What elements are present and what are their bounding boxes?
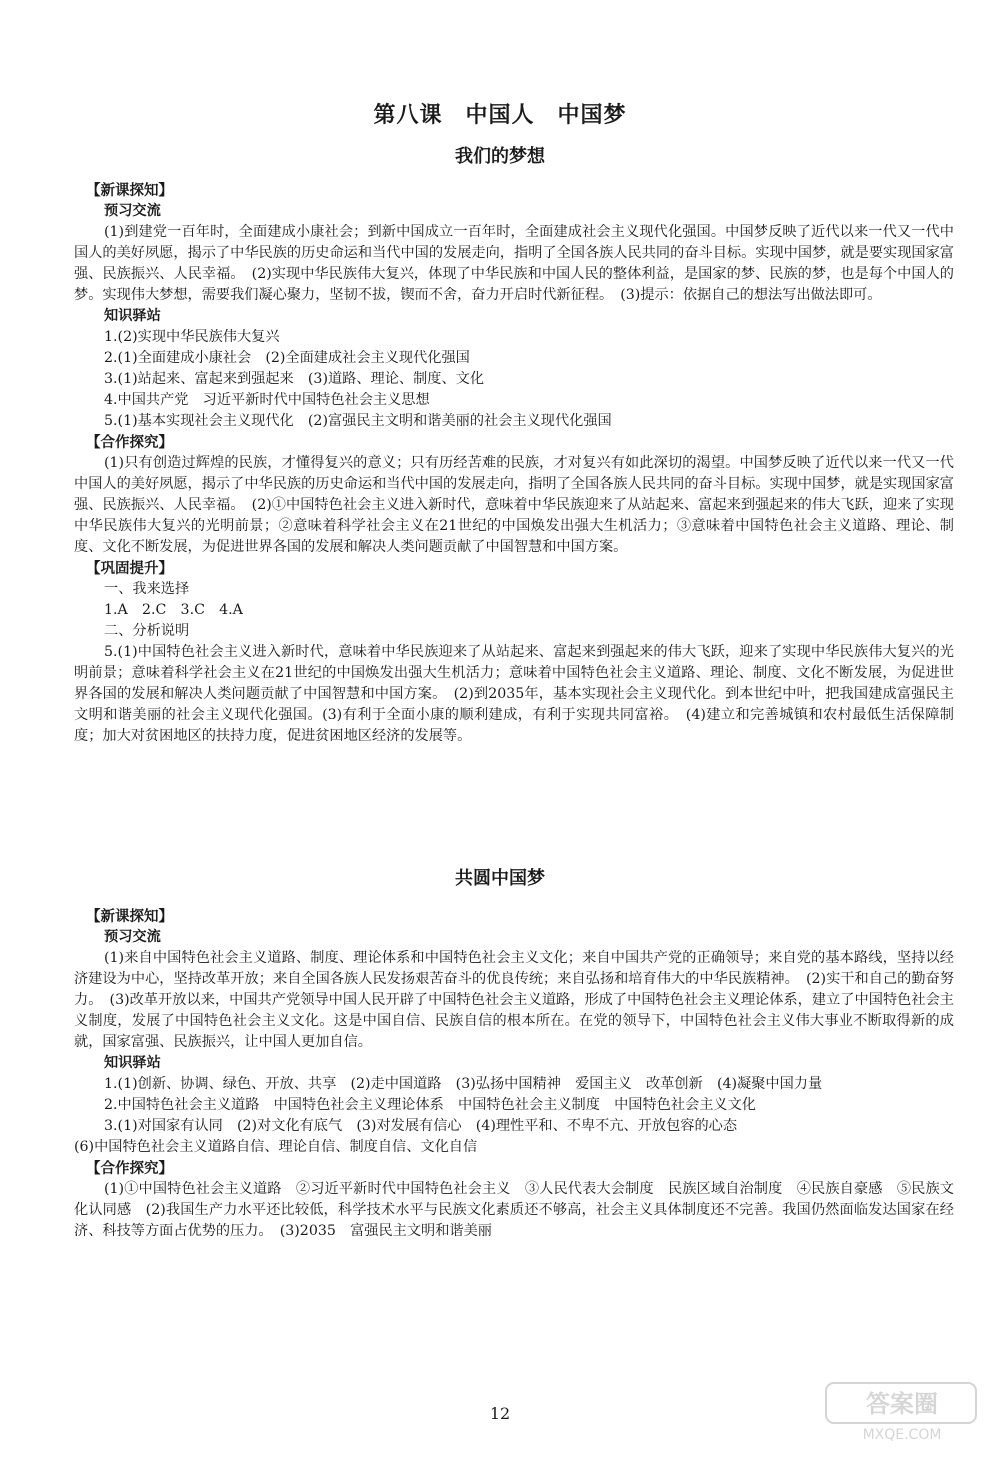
knowledge-line: 4.中国共产党 习近平新时代中国特色社会主义思想 bbox=[104, 392, 430, 408]
knowledge-line: 1.(2)实现中华民族伟大复兴 bbox=[104, 329, 280, 345]
preview-heading: 预习交流 bbox=[104, 203, 161, 219]
new-lesson-heading: 【新课探知】 bbox=[86, 182, 173, 199]
section-title-our-dream: 我们的梦想 bbox=[455, 146, 545, 167]
knowledge-line: 2.(1)全面建成小康社会 (2)全面建成社会主义现代化强国 bbox=[104, 350, 470, 366]
knowledge-heading: 知识驿站 bbox=[104, 308, 161, 324]
svg-text:答案圈: 答案圈 bbox=[866, 1390, 938, 1418]
preview-text: (1)来自中国特色社会主义道路、制度、理论体系和中国特色社会主义文化；来自中国共产党的正确领导；来自党的基本路线，坚持以经济建设为中心，坚持改革开放；来自全国各族人民发扬艰苦奋斗的优良传统；来自弘扬和培育伟大的中华民族精神。 (2)实干和自己的勤奋努力。 (3)改革开放以来，中国共产党领导中国人民开辟了中国特色社会主义道路，形成了中国特色社会主义理论体系，建立了中国特色社会主义制度，发展了中国特色社会主义文化。这是中国自信、民族自信的根本所在。在党的领导下，中国特色社会主义伟大事业不断取得新的成就，国家富强、民族振兴，让中国人更加自信。 bbox=[74, 950, 954, 1050]
preview-heading: 预习交流 bbox=[104, 929, 161, 945]
analysis-heading: 二、分析说明 bbox=[104, 623, 190, 639]
watermark-logo bbox=[824, 1379, 984, 1443]
knowledge-heading: 知识驿站 bbox=[104, 1055, 161, 1071]
knowledge-line: (6)中国特色社会主义道路自信、理论自信、制度自信、文化自信 bbox=[74, 1139, 478, 1155]
knowledge-line: 3.(1)站起来、富起来到强起来 (3)道路、理论、制度、文化 bbox=[104, 371, 485, 387]
knowledge-line: 5.(1)基本实现社会主义现代化 (2)富强民主文明和谐美丽的社会主义现代化强国 bbox=[104, 413, 612, 429]
section-title-shared-dream: 共圆中国梦 bbox=[455, 868, 545, 889]
choice-heading: 一、我来选择 bbox=[104, 581, 190, 597]
lesson-title: 第八课 中国人 中国梦 bbox=[373, 102, 627, 128]
cooperation-heading: 【合作探究】 bbox=[86, 1160, 173, 1177]
choice-answers: 1.A 2.C 3.C 4.A bbox=[104, 602, 243, 618]
preview-text: (1)到建党一百年时，全面建成小康社会；到新中国成立一百年时，全面建成社会主义现代化强国。中国梦反映了近代以来一代又一代中国人的美好夙愿，揭示了中华民族的历史命运和当代中国的发展走向，指明了全国各族人民共同的奋斗目标。实现中国梦，就是要实现国家富强、民族振兴、人民幸福。 (2)实现中华民族伟大复兴，体现了中华民族和中国人民的整体利益，是国家的梦、民族的梦，也是每个中国人的梦。实现伟大梦想，需要我们凝心聚力，坚韧不拔，锲而不舍，奋力开启时代新征程。 (3)提示：依据自己的想法写出做法即可。 bbox=[74, 224, 954, 303]
part2-content bbox=[74, 906, 954, 1242]
analysis-text: 5.(1)中国特色社会主义进入新时代，意味着中华民族迎来了从站起来、富起来到强起来的伟大飞跃，迎来了实现中华民族伟大复兴的光明前景；意味着科学社会主义在21世纪的中国焕发出强大生机活力；意味着中国特色社会主义道路、理论、制度、文化不断发展，为促进世界各国的发展和解决人类问题贡献了中国智慧和中国方案。 (2)到2035年，基本实现社会主义现代化。到本世纪中叶，把我国建成富强民主文明和谐美丽的社会主义现代化强国。(3)有利于全面小康的顺利建成，有利于实现共同富裕。 (4)建立和完善城镇和农村最低生活保障制度；加大对贫困地区的扶持力度，促进贫困地区经济的发展等。 bbox=[74, 644, 954, 744]
svg-text:MXQE.COM: MXQE.COM bbox=[862, 1427, 942, 1443]
part1-content bbox=[74, 180, 954, 747]
new-lesson-heading: 【新课探知】 bbox=[86, 908, 173, 925]
consolidate-heading: 【巩固提升】 bbox=[86, 560, 173, 577]
knowledge-line: 3.(1)对国家有认同 (2)对文化有底气 (3)对发展有信心 (4)理性平和、不卑不亢、开放包容的心态 bbox=[104, 1118, 738, 1134]
cooperation-text: (1)①中国特色社会主义道路 ②习近平新时代中国特色社会主义 ③人民代表大会制度 民族区域自治制度 ④民族自豪感 ⑤民族文化认同感 (2)我国生产力水平还比较低，科学技术水平与民族文化素质还不够高，社会主义具体制度还不完善。我国仍然面临发达国家在经济、科技等方面占优势的压力。 (3)2035 富强民主文明和谐美丽 bbox=[74, 1181, 954, 1239]
page-number: 12 bbox=[489, 1404, 511, 1423]
cooperation-heading: 【合作探究】 bbox=[86, 434, 173, 451]
knowledge-line: 1.(1)创新、协调、绿色、开放、共享 (2)走中国道路 (3)弘扬中国精神 爱国主义 改革创新 (4)凝聚中国力量 bbox=[104, 1076, 823, 1092]
knowledge-line: 2.中国特色社会主义道路 中国特色社会主义理论体系 中国特色社会主义制度 中国特色社会主义文化 bbox=[104, 1097, 756, 1113]
cooperation-text: (1)只有创造过辉煌的民族，才懂得复兴的意义；只有历经苦难的民族，才对复兴有如此深切的渴望。中国梦反映了近代以来一代又一代中国人的美好夙愿，揭示了中华民族的历史命运和当代中国的发展走向，指明了全国各族人民共同的奋斗目标。实现中国梦，就是实现国家富强、民族振兴、人民幸福。 (2)①中国特色社会主义进入新时代，意味着中华民族迎来了从站起来、富起来到强起来的伟大飞跃，迎来了实现中华民族伟大复兴的光明前景；②意味着科学社会主义在21世纪的中国焕发出强大生机活力；③意味着中国特色社会主义道路、理论、制度、文化不断发展，为促进世界各国的发展和解决人类问题贡献了中国智慧和中国方案。 bbox=[74, 455, 954, 555]
